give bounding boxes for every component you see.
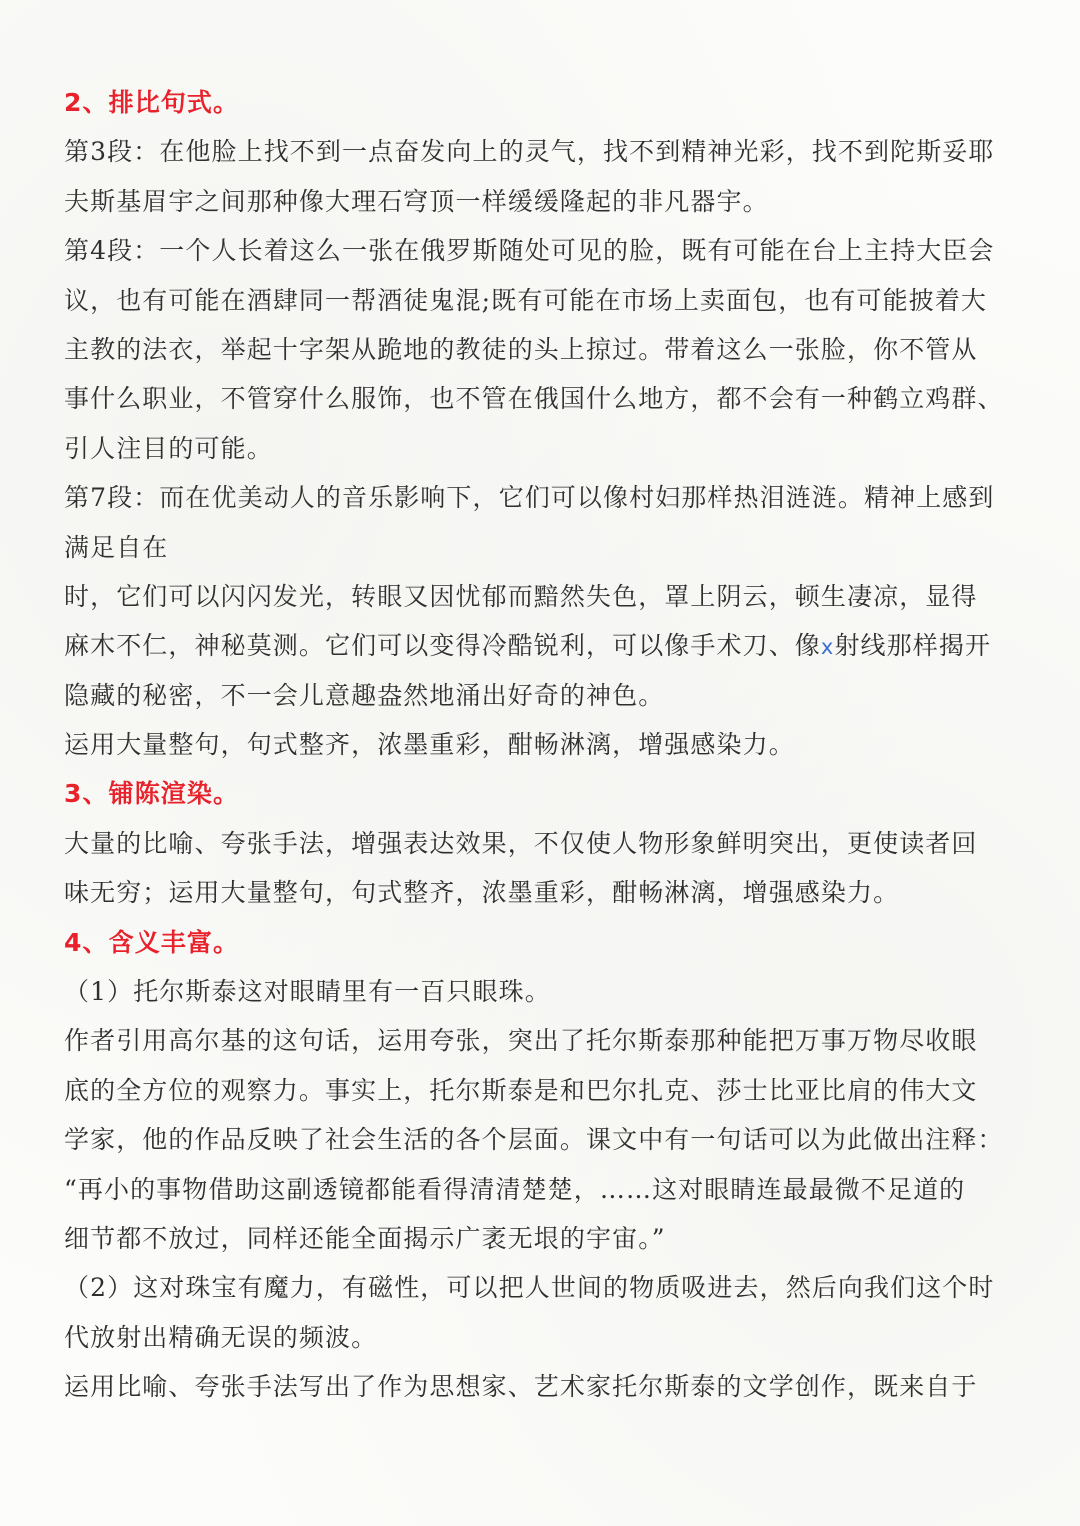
paragraph-4-line-4: 事什么职业，不管穿什么服饰，也不管在俄国什么地方，都不会有一种鹤立鸡群、 [64,384,1004,414]
paragraph-7-line-5: 隐藏的秘密，不一会儿意趣盎然地涌出好奇的神色。 [64,680,665,710]
paragraph-7-line-1: 第7段：而在优美动人的音乐影响下，它们可以像村妇那样热泪涟涟。精神上感到 [64,483,995,513]
paragraph-7-line-2: 满足自在 [64,532,169,562]
section-4a-line-1: 作者引用高尔基的这句话，运用夸张，突出了托尔斯泰那种能把万事万物尽收眼 [64,1026,978,1056]
paragraph-4-line-3: 主教的法衣，举起十字架从跪地的教徒的头上掠过。带着这么一张脸，你不管从 [64,334,978,364]
item-2-line-2: 代放射出精确无误的频波。 [64,1322,378,1352]
paragraph-7-line-4 [64,621,1039,670]
summary-line: 运用大量整句，句式整齐，浓墨重彩，酣畅淋漓，增强感染力。 [64,730,795,760]
item-1-text: （1）托尔斯泰这对眼睛里有一百只眼珠。 [64,977,551,1007]
paragraph-4-line-5: 引人注目的可能。 [64,433,273,463]
item-2-line-1: （2）这对珠宝有魔力，有磁性，可以把人世间的物质吸进去，然后向我们这个时 [64,1273,995,1303]
section-4a-line-4: “再小的事物借助这副透镜都能看得清清楚楚，……这对眼睛连最最微不足道的 [64,1174,966,1204]
x-ray-letter: x [820,635,835,660]
section-3-line-1: 大量的比喻、夸张手法，增强表达效果，不仅使人物形象鲜明突出，更使读者回 [64,828,978,858]
paragraph-7-line-3: 时，它们可以闪闪发光，转眼又因忧郁而黯然失色，罩上阴云，顿生凄凉，显得 [64,581,978,611]
section-4a-line-2: 底的全方位的观察力。事实上，托尔斯泰是和巴尔扎克、莎士比亚比肩的伟大文 [64,1075,978,1105]
document-body [64,78,1039,1412]
paragraph-4-line-2: 议，也有可能在酒肆同一帮酒徒鬼混;既有可能在市场上卖面包，也有可能披着大 [64,285,988,315]
paragraph-3-line-2: 夫斯基眉宇之间那种像大理石穹顶一样缓缓隆起的非凡器宇。 [64,186,769,216]
section-4a-line-5: 细节都不放过，同样还能全面揭示广袤无垠的宇宙。” [64,1223,666,1253]
paragraph-3-line-1: 第3段：在他脸上找不到一点奋发向上的灵气，找不到精神光彩，找不到陀斯妥耶 [64,137,995,167]
section-4b-line-1: 运用比喻、夸张手法写出了作为思想家、艺术家托尔斯泰的文学创作，既来自于 [64,1372,978,1402]
section-4a-line-3: 学家，他的作品反映了社会生活的各个层面。课文中有一句话可以为此做出注释： [64,1125,1004,1155]
paragraph-7-line-4-part-1: 麻木不仁，神秘莫测。它们可以变得冷酷锐利，可以像手术刀、像 [64,631,821,661]
section-3-line-2: 味无穷；运用大量整句，句式整齐，浓墨重彩，酣畅淋漓，增强感染力。 [64,878,900,908]
section-heading-4: 4、含义丰富。 [64,927,240,957]
paragraph-7-line-4-part-2: 射线那样揭开 [834,631,992,661]
section-heading-3: 3、铺陈渲染。 [64,779,240,809]
paragraph-4-line-1: 第4段：一个人长着这么一张在俄罗斯随处可见的脸，既有可能在台上主持大臣会 [64,236,995,266]
section-heading-2: 2、排比句式。 [64,88,240,117]
